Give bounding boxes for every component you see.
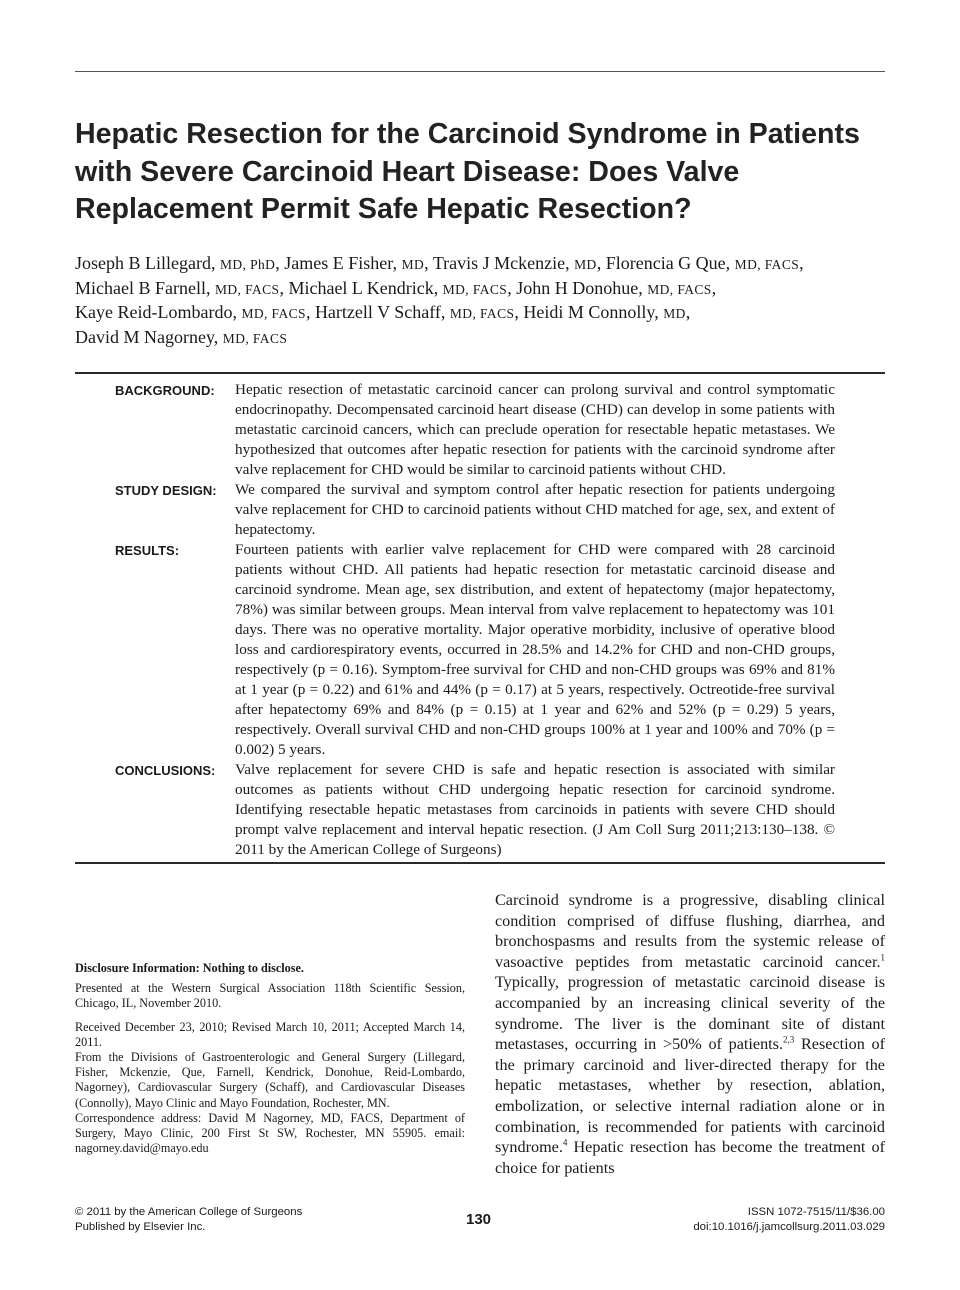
author-degrees: MD, FACS [222, 330, 288, 346]
author-degrees: MD, FACS [214, 281, 280, 297]
correspondence-note [75, 1111, 465, 1157]
body-sentence: Hepatic resection has become the treatment of choice for patients [495, 1138, 885, 1177]
author-name: David M Nagorney [75, 326, 214, 347]
author-name: Michael B Farnell [75, 277, 206, 298]
abstract-label: STUDY DESIGN: [115, 483, 217, 498]
abstract-text: Hepatic resection of metastatic carcinoid cancer can prolong survival and control symptomatic endocrinopathy. Decompensated carcinoid heart disease (CHD) can develop in some patients with metastatic carcinoid cancers, which can preclude operation for resectable hepatic metastases. We hypothesized that outcomes after hepatic resection for patients with the carcinoid syndrome after valve replacement for CHD would be similar to carcinoid patients without CHD. [235, 381, 835, 478]
abstract-study-design [75, 480, 885, 540]
author-name: Florencia G Que [605, 253, 726, 273]
abstract-conclusions [75, 760, 885, 860]
issn: ISSN 1072-7515/11/$36.00 [747, 1206, 885, 1218]
publisher: Published by Elsevier Inc. [75, 1221, 206, 1233]
presented-note: Presented at the Western Surgical Association 118th Scientific Session, Chicago, IL, November 2010. [75, 981, 465, 1011]
abstract-text: We compared the survival and symptom control after hepatic resection for patients undergoing valve replacement for CHD to carcinoid patients without CHD matched for age, sex, and extent of hepatectomy. [235, 481, 835, 538]
body-sentence: Carcinoid syndrome is a progressive, disabling clinical condition comprised of diffuse flushing, diarrhea, and bronchospasms and results from the systemic release of vasoactive peptides from metastatic carcinoid cancer. [495, 891, 885, 971]
email-link[interactable]: nagorney.david@mayo.edu [75, 1141, 209, 1156]
abstract-label: RESULTS: [115, 543, 180, 558]
abstract-background [75, 380, 885, 480]
author-name: Heidi M Connolly [523, 302, 655, 322]
body-text [495, 890, 885, 1178]
abstract-results [75, 540, 885, 760]
author-name: Joseph B Lillegard [75, 253, 211, 273]
author-name: James E Fisher [284, 253, 393, 273]
author-degrees: MD [574, 257, 597, 272]
footnotes [75, 961, 465, 1156]
body-sentence: Resection of the primary carcinoid and liver-directed therapy for the hepatic metastases, whether by resection, ablation, embolization, or selective internal radiation alone or in combination, is recommended for patients with carcinoid syndrome. [495, 1035, 885, 1157]
received-note: Received December 23, 2010; Revised March 10, 2011; Accepted March 14, 2011. [75, 1019, 465, 1049]
reference-link[interactable]: 1 [880, 952, 885, 963]
author-degrees: MD, FACS [449, 306, 515, 321]
doi[interactable]: doi:10.1016/j.jamcollsurg.2011.03.029 [693, 1221, 885, 1233]
author-list: Joseph B Lillegard, MD, PhD, James E Fisher, MD, Travis J Mckenzie, MD, Florencia G Que, MD, FACS, Michael B Farnell, MD, FACS, Michael L Kendrick, MD, FACS, John H Donohue, MD, FACS, Kaye Reid-Lombardo, MD, FACS, Hartzell V Schaff, MD, FACS, Heidi M Connolly, MD, David M Nagorney, MD, FACS [75, 253, 804, 347]
top-rule [75, 71, 885, 72]
reference-link[interactable]: 2,3 [783, 1034, 795, 1045]
author-degrees: MD, FACS [241, 306, 306, 321]
author-name: Michael L Kendrick [288, 277, 434, 298]
author-degrees: MD, FACS [734, 257, 800, 272]
copyright: © 2011 by the American College of Surgeons [75, 1206, 303, 1218]
author-degrees: MD [663, 306, 686, 321]
author-degrees: MD, FACS [647, 281, 712, 297]
author-degrees: MD, PhD [219, 257, 276, 272]
author-name: Travis J Mckenzie [432, 253, 566, 273]
author-degrees: MD [401, 257, 425, 272]
article-title: Hepatic Resection for the Carcinoid Syndrome in Patients with Severe Carcinoid Heart Disease: Does Valve Replacement Permit Safe Hepatic Resection? [75, 118, 860, 225]
author-degrees: MD, FACS [442, 281, 508, 297]
abstract-text: Valve replacement for severe CHD is safe and hepatic resection is associated with similar outcomes as patients without CHD undergoing hepatic resection for carcinoid syndrome. Identifying resectable hepatic metastases from carcinoids in patients with severe CHD should prompt valve replacement and interval hepatic resection. (J Am Coll Surg 2011;213:130–138. © 2011 by the American College of Surgeons) [235, 761, 835, 858]
author-name: John H Donohue [516, 277, 639, 298]
abstract-label: CONCLUSIONS: [115, 763, 216, 778]
abstract-label: BACKGROUND: [115, 383, 215, 398]
disclosure-note: Disclosure Information: Nothing to disclose. [75, 961, 304, 975]
correspondence-text: Correspondence address: David M Nagorney, MD, FACS, Department of Surgery, Mayo Clinic, 200 First St SW, Rochester, MN 55905. email: [75, 1110, 465, 1141]
author-name: Hartzell V Schaff [314, 302, 441, 322]
page-number: 130 [466, 1211, 492, 1228]
affiliation-note: From the Divisions of Gastroenterologic and General Surgery (Lillegard, Fisher, Mckenzie, Que, Farnell, Kendrick, Donohue, Reid-Lombardo, Nagorney), Cardiovascular Surgery (Schaff), and Cardiovascular Diseases (Connolly), Mayo Clinic and Mayo Foundation, Rochester, MN. [75, 1050, 465, 1110]
abstract-text: Fourteen patients with earlier valve replacement for CHD were compared with 28 carcinoid patients without CHD. All patients had hepatic resection for metastatic carcinoid disease and carcinoid syndrome. Mean age, sex distribution, and extent of hepatectomy (major hepatectomy, 78%) was similar between groups. Mean interval from valve replacement to hepatectomy was 101 days. There was no operative mortality. Major operative morbidity, inclusive of operative blood loss and cardiorespiratory events, occurred in 28.5% and 14.2% for CHD and non-CHD groups, respectively (p = 0.16). Symptom-free survival for CHD and non-CHD groups was 69% and 81% at 1 year (p = 0.22) and 61% and 44% (p = 0.17) at 5 years, respectively. Octreotide-free survival after hepatectomy 69% and 84% (p = 0.15) at 1 year and 62% and 52% (p = 0.29) 5 years, respectively. Overall survival CHD and non-CHD groups 100% at 1 year and 100% and 70% (p = 0.002) 5 years. [235, 541, 835, 758]
reference-link[interactable]: 4 [562, 1137, 568, 1148]
body-sentence: Typically, progression of metastatic carcinoid disease is accompanied by an increasing clinical severity of the syndrome. The liver is the dominant site of distant metastases, occurring in >50% of patients. [495, 973, 885, 1054]
author-name: Kaye Reid-Lombardo [75, 302, 233, 322]
abstract [75, 372, 885, 864]
